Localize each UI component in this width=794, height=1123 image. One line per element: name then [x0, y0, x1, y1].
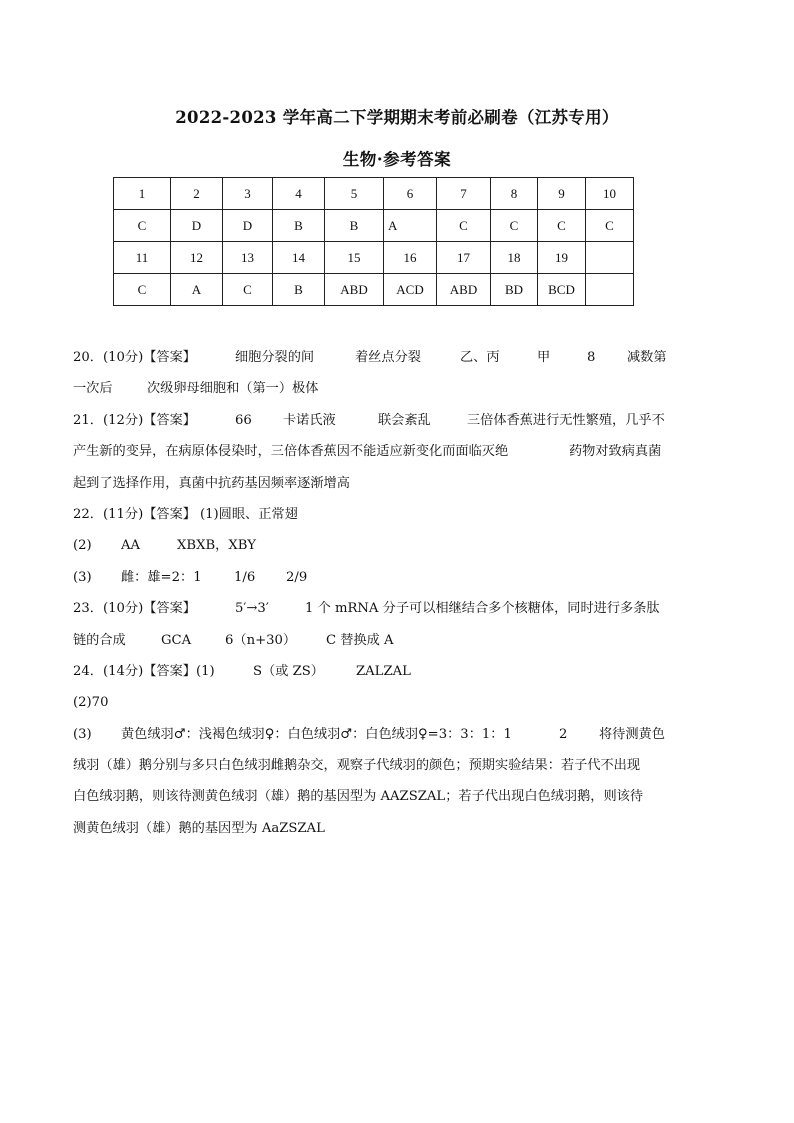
table-cell: C	[491, 210, 538, 242]
table-cell: BD	[491, 274, 538, 306]
table-cell: 14	[273, 242, 325, 274]
table-cell: ACD	[384, 274, 437, 306]
q24-line-2	[73, 687, 683, 718]
q24-part-1-label: (1)	[195, 663, 215, 679]
table-cell: 7	[437, 178, 491, 210]
table-cell: C	[437, 210, 491, 242]
q23-answer-2-cont: 链的合成	[73, 632, 126, 648]
q23-line-1	[73, 593, 683, 624]
q23-answer-1: 5′→3′	[235, 601, 269, 617]
q24-part-2: (2)70	[73, 695, 109, 711]
q22-part-2-answer-2: XBXB，XBY	[177, 538, 256, 554]
table-cell: C	[586, 210, 634, 242]
q21-line-2	[73, 436, 683, 467]
table-cell: D	[171, 210, 223, 242]
q21-line-3	[73, 468, 683, 499]
table-cell: 19	[538, 242, 586, 274]
q20-answer-4: 甲	[537, 350, 551, 365]
table-cell: 2	[171, 178, 223, 210]
q21-answer-3: 联会紊乱	[378, 412, 431, 428]
q23-answer-5: C 替换成 A	[326, 632, 394, 648]
table-cell: 13	[223, 242, 273, 274]
q24-part-3-label: (3)	[73, 726, 92, 742]
answer-body	[73, 342, 683, 844]
q24-part-3-answer-3-cont-3: 测黄色绒羽（雄）鹅的基因型为 AaZSZAL	[73, 820, 325, 836]
q24-part-3-answer-3: 将待测黄色	[599, 726, 665, 742]
q24-part-1-answer-1: S（或 ZS）	[253, 663, 324, 679]
q24-line-4	[73, 750, 683, 781]
table-cell: 12	[171, 242, 223, 274]
table-cell: B	[273, 210, 325, 242]
q24-line-6	[73, 813, 683, 844]
q24-line-1	[73, 656, 683, 687]
q20-answer-6-cont: 一次后	[73, 381, 113, 397]
table-cell: 1	[114, 178, 171, 210]
table-row	[114, 242, 634, 274]
q24-part-1-answer-2: ZALZAL	[356, 663, 411, 679]
table-cell	[586, 242, 634, 274]
q20-answer-2: 着丝点分裂	[355, 350, 421, 365]
document-title: 2022-2023 学年高二下学期期末考前必刷卷（江苏专用）	[175, 108, 619, 127]
q24-line-3	[73, 719, 683, 750]
q20-answer-7: 次级卵母细胞和（第一）极体	[147, 381, 319, 397]
q24-heading-and-part-1-label	[73, 656, 253, 687]
table-cell: C	[223, 274, 273, 306]
q23-answer-3: GCA	[161, 632, 192, 648]
q22-line-3	[73, 562, 683, 593]
q24-part-3-answer-1: 黄色绒羽♂：浅褐色绒羽♀：白色绒羽♂：白色绒羽♀=3：3：1：1	[121, 726, 512, 742]
table-cell: C	[114, 210, 171, 242]
q21-answer-5: 药物对致病真菌	[569, 444, 662, 460]
table-cell: 17	[437, 242, 491, 274]
q23-answer-2: 1 个 mRNA 分子可以相继结合多个核糖体，同时进行多条肽	[305, 601, 660, 617]
q20-answer-6: 减数第	[627, 350, 667, 365]
table-cell: 11	[114, 242, 171, 274]
table-row	[114, 178, 634, 210]
q22-part-3-answer-3: 2/9	[286, 569, 308, 585]
q24-part-3-answer-2: 2	[559, 726, 568, 742]
q23-line-2	[73, 625, 683, 656]
q21-answer-5-cont: 起到了选择作用，真菌中抗药基因频率逐渐增高	[73, 475, 350, 491]
q20-answer-5: 8	[587, 350, 596, 365]
q20-line-1	[73, 342, 683, 373]
table-cell: 15	[325, 242, 384, 274]
q22-part-1: (1)圆眼、正常翅	[200, 506, 298, 522]
q22-part-3-label: (3)	[73, 569, 92, 585]
table-cell: ABD	[437, 274, 491, 306]
table-cell: B	[325, 210, 384, 242]
table-cell: A	[384, 210, 437, 242]
q24-line-5	[73, 781, 683, 812]
table-cell: 4	[273, 178, 325, 210]
q24-part-3-answer-3-cont-1: 绒羽（雄）鹅分别与多只白色绒羽雌鹅杂交，观察子代绒羽的颜色；预期实验结果：若子代不出现	[73, 758, 641, 774]
table-cell	[586, 274, 634, 306]
q21-line-1	[73, 405, 683, 436]
table-cell: D	[223, 210, 273, 242]
q22-part-3-answer-2: 1/6	[234, 569, 256, 585]
table-cell: 6	[384, 178, 437, 210]
table-cell: 3	[223, 178, 273, 210]
q22-part-3-answer-1: 雌：雄=2：1	[121, 569, 202, 585]
table-cell: BCD	[538, 274, 586, 306]
table-row	[114, 274, 634, 306]
table-cell: 9	[538, 178, 586, 210]
q20-answer-1: 细胞分裂的间	[235, 350, 315, 365]
answer-table	[113, 177, 634, 306]
table-cell: C	[538, 210, 586, 242]
table-cell: C	[114, 274, 171, 306]
table-cell: 5	[325, 178, 384, 210]
q22-heading: 22．(11分)【答案】	[73, 506, 196, 522]
q22-line-1	[73, 499, 683, 530]
q22-part-2-label: (2)	[73, 538, 92, 554]
q21-answer-1: 66	[235, 412, 252, 428]
q20-heading: 20．(10分)【答案】	[73, 350, 196, 365]
q21-heading: 21．(12分)【答案】	[73, 412, 196, 428]
q24-heading: 24．(14分)【答案】	[73, 663, 196, 679]
table-cell: 16	[384, 242, 437, 274]
q22-part-2-answer-1: AA	[121, 538, 141, 554]
q20-line-2	[73, 373, 683, 404]
q23-answer-4: 6（n+30）	[225, 632, 297, 648]
table-cell: 8	[491, 178, 538, 210]
table-row	[114, 210, 634, 242]
q24-part-3-answer-3-cont-2: 白色绒羽鹅，则该待测黄色绒羽（雄）鹅的基因型为 AAZSZAL；若子代出现白色绒羽鹅，则该待	[73, 789, 644, 805]
table-cell: 18	[491, 242, 538, 274]
q21-answer-2: 卡诺氏液	[283, 412, 336, 428]
table-cell: A	[171, 274, 223, 306]
document-subtitle: 生物·参考答案	[342, 150, 452, 169]
q20-answer-3: 乙、丙	[460, 350, 500, 365]
table-cell: 10	[586, 178, 634, 210]
table-cell: ABD	[325, 274, 384, 306]
q21-answer-4-cont: 产生新的变异，在病原体侵染时，三倍体香蕉因不能适应新变化而面临灭绝	[73, 444, 509, 460]
q23-heading: 23．(10分)【答案】	[73, 601, 196, 617]
q21-answer-4: 三倍体香蕉进行无性繁殖，几乎不	[467, 412, 665, 428]
table-cell: B	[273, 274, 325, 306]
q22-line-2	[73, 530, 683, 561]
